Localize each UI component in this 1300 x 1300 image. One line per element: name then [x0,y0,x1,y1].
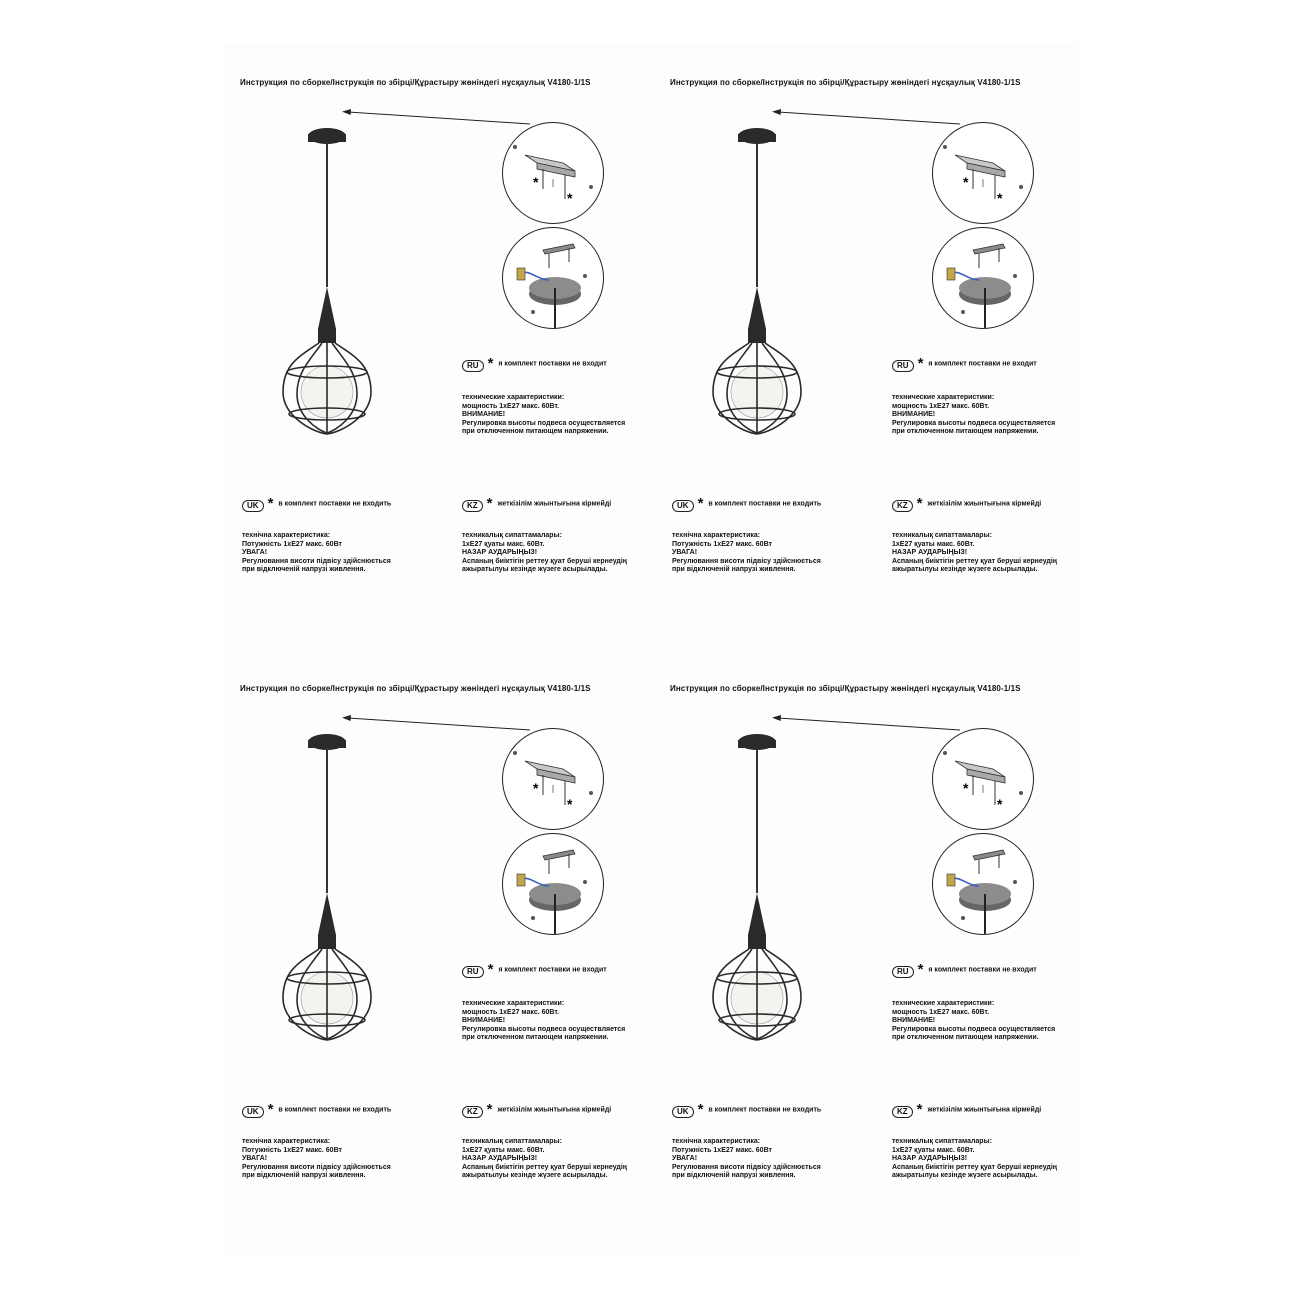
spec-line: технічна характеристика: [672,532,761,539]
wiring-canopy-icon [502,227,604,329]
spec-line: мощность 1хЕ27 макс. 60Вт. [462,402,560,410]
asterisk-icon: * [916,494,923,512]
legend-note-kz: жеткізілім жиынтығына кірмейді [497,1106,612,1114]
spec-block-uk [242,532,391,575]
spec-line: мощность 1хЕ27 макс. 60Вт. [892,402,990,410]
spec-line: НАЗАР АУДАРЫҢЫЗ! [462,549,538,557]
spec-line: Регулировка высоты подвеса осуществляется [462,419,626,427]
spec-line: Регулювання висоти підвісу здійснюється [242,557,391,565]
spec-line: техникалық сипаттамалары: [892,1138,992,1145]
asterisk-icon: * [487,354,494,372]
page-title: Инструкция по сборке/Інструкція по збірці/Құрастыру жөніндегі нұсқаулық V4180-1/1S [670,78,1021,87]
spec-line: при отключенном питающем напряжении. [892,1034,1039,1042]
ceiling-mount-bracket-icon [932,728,1034,830]
asterisk-icon: * [697,494,704,512]
svg-text:*: * [997,796,1003,812]
asterisk-icon: * [486,1100,493,1118]
asterisk-icon: * [916,1100,923,1118]
ceiling-mount-bracket-icon [502,728,604,830]
asterisk-icon: * [917,960,924,978]
lang-badge-kz: KZ [462,500,483,512]
instruction-panel-1 [222,44,652,644]
spec-line: техникалық сипаттамалары: [892,532,992,539]
spec-line: Потужність 1хЕ27 макс. 60Вт [242,540,342,548]
cage-pendant-lamp-icon [282,730,392,1090]
spec-line: Регулировка высоты подвеса осуществляется [892,1025,1056,1033]
spec-line: ажыратылуы кезінде жүзеге асырылады. [462,1172,608,1180]
spec-line: Регулювання висоти підвісу здійснюється [672,557,821,565]
legend-kz [892,1101,1041,1119]
spec-line: Аспаның биіктігін реттеу қуат беруші кернеудің [892,1163,1058,1171]
spec-line: Аспаның биіктігін реттеу қуат беруші кернеудің [462,557,628,565]
spec-line: технічна характеристика: [242,532,331,539]
lang-badge-ru: RU [462,360,484,372]
spec-line: технические характеристики: [892,1000,995,1007]
spec-block-ru [892,394,1055,437]
lang-badge-uk: UK [242,500,264,512]
spec-line: мощность 1хЕ27 макс. 60Вт. [892,1008,990,1016]
spec-line: при відключеній напрузі живлення. [672,1172,796,1180]
spec-line: Регулировка высоты подвеса осуществляется [462,1025,626,1033]
spec-line: ВНИМАНИЕ! [892,1017,936,1025]
spec-block-uk [672,1138,821,1181]
legend-kz [462,495,611,513]
spec-line: НАЗАР АУДАРЫҢЫЗ! [892,549,968,557]
asterisk-icon: * [267,494,274,512]
spec-line: УВАГА! [672,549,698,557]
spec-block-uk [672,532,821,575]
spec-line: при відключеній напрузі живлення. [672,566,796,574]
legend-note-ru: я комплект поставки не входит [498,360,607,368]
spec-line: Аспаның биіктігін реттеу қуат беруші кернеудің [462,1163,628,1171]
lang-badge-uk: UK [672,1106,694,1118]
spec-line: техникалық сипаттамалары: [462,532,562,539]
legend-ru [892,355,1037,373]
cage-pendant-lamp-icon [712,730,822,1090]
asterisk-icon: * [486,494,493,512]
wiring-canopy-icon [932,227,1034,329]
page-title: Инструкция по сборке/Інструкція по збірці/Құрастыру жөніндегі нұсқаулық V4180-1/1S [240,684,591,693]
lang-badge-ru: RU [892,360,914,372]
instruction-panel-3 [222,650,652,1250]
spec-block-uk [242,1138,391,1181]
spec-line: технические характеристики: [462,1000,565,1007]
asterisk-icon: * [697,1100,704,1118]
spec-line: при отключенном питающем напряжении. [462,1034,609,1042]
legend-uk [672,495,821,513]
spec-block-ru [892,1000,1055,1043]
legend-ru [892,961,1037,979]
lang-badge-uk: UK [672,500,694,512]
svg-text:*: * [533,780,539,796]
ceiling-mount-bracket-icon [502,122,604,224]
spec-block-kz [462,1138,627,1181]
legend-note-uk: в комплект поставки не входить [278,1106,392,1114]
spec-line: ажыратылуы кезінде жүзеге асырылады. [462,566,608,574]
legend-note-ru: я комплект поставки не входит [928,360,1037,368]
spec-line: Регулировка высоты подвеса осуществляется [892,419,1056,427]
spec-line: 1хЕ27 қуаты макс. 60Вт. [462,1146,545,1154]
spec-line: ВНИМАНИЕ! [462,411,506,419]
legend-note-ru: я комплект поставки не входит [928,966,1037,974]
svg-text:*: * [533,174,539,190]
legend-uk [242,1101,391,1119]
spec-line: Регулювання висоти підвісу здійснюється [242,1163,391,1171]
spec-block-ru [462,394,625,437]
legend-note-ru: я комплект поставки не входит [498,966,607,974]
spec-line: ВНИМАНИЕ! [462,1017,506,1025]
lang-badge-uk: UK [242,1106,264,1118]
spec-block-kz [892,532,1057,575]
asterisk-icon: * [917,354,924,372]
svg-text:*: * [567,796,573,812]
spec-block-kz [892,1138,1057,1181]
legend-note-kz: жеткізілім жиынтығына кірмейді [927,500,1042,508]
instruction-panel-2 [652,44,1082,644]
legend-note-kz: жеткізілім жиынтығына кірмейді [927,1106,1042,1114]
instruction-sheet [222,44,1078,1256]
spec-line: УВАГА! [242,1155,268,1163]
spec-line: ВНИМАНИЕ! [892,411,936,419]
svg-text:*: * [997,190,1003,206]
spec-line: техникалық сипаттамалары: [462,1138,562,1145]
spec-line: ажыратылуы кезінде жүзеге асырылады. [892,566,1038,574]
instruction-panel-4 [652,650,1082,1250]
wiring-canopy-icon [502,833,604,935]
spec-line: технические характеристики: [892,394,995,401]
lang-badge-kz: KZ [462,1106,483,1118]
legend-note-kz: жеткізілім жиынтығына кірмейді [497,500,612,508]
legend-ru [462,355,607,373]
legend-ru [462,961,607,979]
spec-line: технические характеристики: [462,394,565,401]
wiring-canopy-icon [932,833,1034,935]
legend-note-uk: в комплект поставки не входить [278,500,392,508]
spec-line: при отключенном питающем напряжении. [462,428,609,436]
ceiling-mount-bracket-icon [932,122,1034,224]
cage-pendant-lamp-icon [282,124,392,484]
lang-badge-kz: KZ [892,500,913,512]
spec-block-kz [462,532,627,575]
svg-text:*: * [963,174,969,190]
legend-kz [462,1101,611,1119]
spec-line: Регулювання висоти підвісу здійснюється [672,1163,821,1171]
spec-line: при отключенном питающем напряжении. [892,428,1039,436]
lang-badge-ru: RU [892,966,914,978]
spec-line: УВАГА! [242,549,268,557]
spec-line: при відключеній напрузі живлення. [242,566,366,574]
spec-line: технічна характеристика: [672,1138,761,1145]
lang-badge-kz: KZ [892,1106,913,1118]
legend-kz [892,495,1041,513]
spec-line: Потужність 1хЕ27 макс. 60Вт [242,1146,342,1154]
lang-badge-ru: RU [462,966,484,978]
asterisk-icon: * [267,1100,274,1118]
legend-note-uk: в комплект поставки не входить [708,500,822,508]
spec-line: технічна характеристика: [242,1138,331,1145]
page-title: Инструкция по сборке/Інструкція по збірці/Құрастыру жөніндегі нұсқаулық V4180-1/1S [670,684,1021,693]
spec-line: Потужність 1хЕ27 макс. 60Вт [672,1146,772,1154]
spec-line: Потужність 1хЕ27 макс. 60Вт [672,540,772,548]
cage-pendant-lamp-icon [712,124,822,484]
asterisk-icon: * [487,960,494,978]
spec-line: Аспаның биіктігін реттеу қуат беруші кернеудің [892,557,1058,565]
svg-text:*: * [567,190,573,206]
legend-uk [242,495,391,513]
spec-line: при відключеній напрузі живлення. [242,1172,366,1180]
svg-text:*: * [963,780,969,796]
spec-line: 1хЕ27 қуаты макс. 60Вт. [892,1146,975,1154]
spec-line: НАЗАР АУДАРЫҢЫЗ! [462,1155,538,1163]
spec-line: УВАГА! [672,1155,698,1163]
spec-block-ru [462,1000,625,1043]
spec-line: ажыратылуы кезінде жүзеге асырылады. [892,1172,1038,1180]
page-title: Инструкция по сборке/Інструкція по збірці/Құрастыру жөніндегі нұсқаулық V4180-1/1S [240,78,591,87]
spec-line: 1хЕ27 қуаты макс. 60Вт. [892,540,975,548]
spec-line: НАЗАР АУДАРЫҢЫЗ! [892,1155,968,1163]
legend-note-uk: в комплект поставки не входить [708,1106,822,1114]
spec-line: 1хЕ27 қуаты макс. 60Вт. [462,540,545,548]
legend-uk [672,1101,821,1119]
spec-line: мощность 1хЕ27 макс. 60Вт. [462,1008,560,1016]
